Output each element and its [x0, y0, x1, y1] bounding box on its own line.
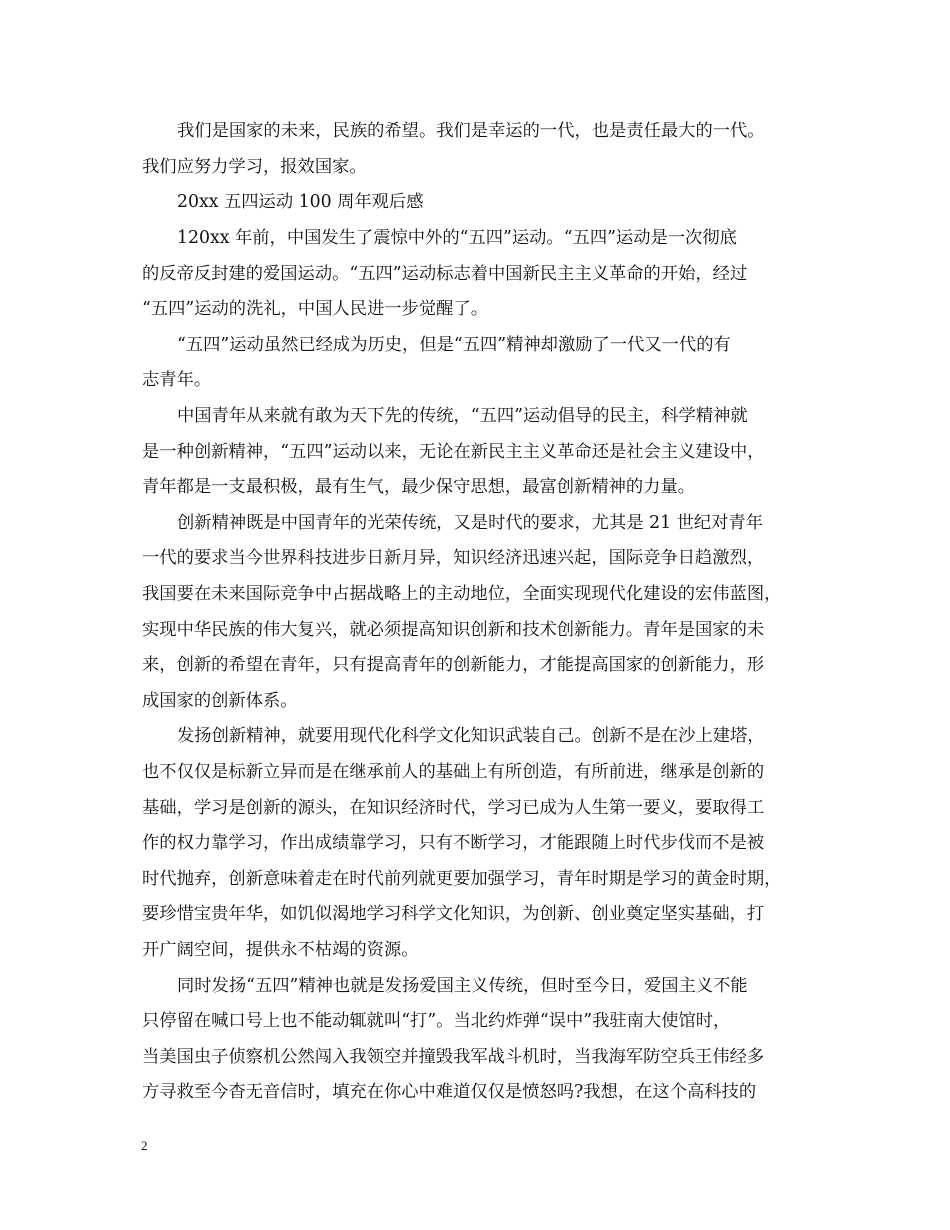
- text-line: 只停留在喊口号上也不能动辄就叫“打”。当北约炸弹“误中”我驻南大使馆时，: [142, 1011, 731, 1031]
- text-line: 是一种创新精神，“五四”运动以来，无论在新民主主义革命还是社会主义建设中，: [142, 442, 765, 462]
- text-line: 作的权力靠学习，作出成绩靠学习，只有不断学习，才能跟随上时代步伐而不是被: [142, 833, 765, 853]
- text-line: 120xx 年前，中国发生了震惊中外的“五四”运动。“五四”运动是一次彻底: [177, 228, 737, 248]
- text-line: 也不仅仅是标新立异而是在继承前人的基础上有所创造，有所前进，继承是创新的: [142, 762, 765, 782]
- text-line: 的反帝反封建的爱国运动。“五四”运动标志着中国新民主主义革命的开始，经过: [142, 264, 748, 284]
- section-heading: 20xx 五四运动 100 周年观后感: [177, 192, 424, 212]
- text-line: 我们应努力学习，报效国家。: [142, 157, 367, 177]
- text-line: 发扬创新精神，就要用现代化科学文化知识武装自己。创新不是在沙上建塔，: [177, 726, 765, 746]
- text-line: “五四”运动虽然已经成为历史，但是“五四”精神却激励了一代又一代的有: [177, 335, 731, 355]
- text-line: 要珍惜宝贵年华，如饥似渴地学习科学文化知识，为创新、创业奠定坚实基础，打: [142, 904, 765, 924]
- text-line: 来，创新的希望在青年，只有提高青年的创新能力，才能提高国家的创新能力，形: [142, 655, 765, 675]
- text-line: 创新精神既是中国青年的光荣传统，又是时代的要求，尤其是 21 世纪对青年: [177, 513, 763, 533]
- text-line: “五四”运动的洗礼，中国人民进一步觉醒了。: [142, 299, 489, 319]
- text-line: 我们是国家的未来，民族的希望。我们是幸运的一代，也是责任最大的一代。: [177, 121, 765, 141]
- text-line: 成国家的创新体系。: [142, 691, 298, 711]
- text-line: 实现中华民族的伟大复兴，就必须提高知识创新和技术创新能力。青年是国家的未: [142, 620, 765, 640]
- text-line: 开广阔空间，提供永不枯竭的资源。: [142, 940, 419, 960]
- page-number: 2: [141, 1138, 148, 1153]
- text-line: 一代的要求当今世界科技进步日新月异，知识经济迅速兴起，国际竞争日趋激烈，: [142, 548, 765, 568]
- text-line: 我国要在未来国际竞争中占据战略上的主动地位，全面实现现代化建设的宏伟蓝图，: [142, 584, 782, 604]
- text-line: 同时发扬“五四”精神也就是发扬爱国主义传统，但时至今日，爱国主义不能: [177, 976, 748, 996]
- text-line: 基础，学习是创新的源头，在知识经济时代，学习已成为人生第一要义，要取得工: [142, 798, 765, 818]
- text-line: 当美国虫子侦察机公然闯入我领空并撞毁我军战斗机时，当我海军防空兵王伟经多: [142, 1047, 765, 1067]
- text-line: 方寻救至今杳无音信时，填充在你心中难道仅仅是愤怒吗?我想，在这个高科技的: [142, 1082, 757, 1102]
- text-line: 志青年。: [142, 370, 212, 390]
- text-line: 时代抛弃，创新意味着走在时代前列就更要加强学习，青年时期是学习的黄金时期，: [142, 869, 782, 889]
- text-line: 中国青年从来就有敢为天下先的传统，“五四”运动倡导的民主，科学精神就: [177, 406, 748, 426]
- text-line: 青年都是一支最积极，最有生气，最少保守思想，最富创新精神的力量。: [142, 477, 696, 497]
